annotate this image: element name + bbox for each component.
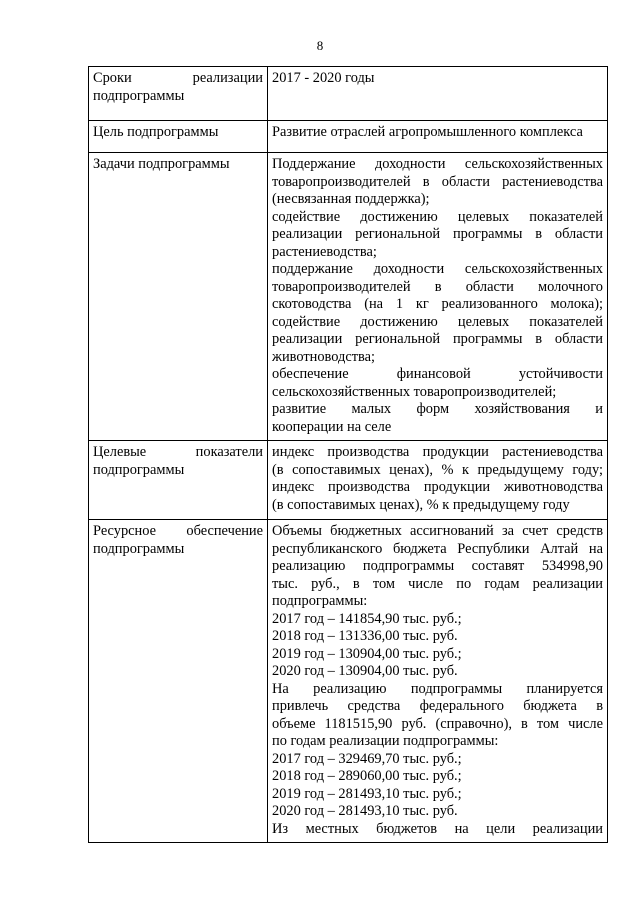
subprogram-passport-table bbox=[88, 66, 608, 843]
value-line: по годам реализации подпрограммы: bbox=[272, 733, 499, 749]
value-line: кооперации на селе bbox=[272, 418, 392, 435]
table-row-resources bbox=[89, 520, 608, 843]
value-line: реализации региональной программы в области bbox=[272, 331, 603, 347]
value-line: 2018 год – 289060,00 тыс. руб.; bbox=[272, 768, 462, 784]
value-cell-tasks bbox=[268, 153, 608, 441]
value-line: (в сопоставимых ценах), % к предыдущему году bbox=[272, 496, 570, 513]
value-line: 2020 год – 130904,00 тыс. руб. bbox=[272, 663, 458, 679]
label-text: Сроки реализации bbox=[93, 70, 263, 86]
value-line: содействие достижению целевых показателей bbox=[272, 313, 603, 330]
label-cell-timing bbox=[89, 67, 268, 121]
value-line: сельскохозяйственных товаропроизводителей; bbox=[272, 383, 557, 400]
value-line: скотоводства (на 1 кг реализованного молока); bbox=[272, 296, 603, 312]
value-cell-indicators bbox=[268, 441, 608, 520]
value-line: тыс. руб., в том числе по годам реализации bbox=[272, 575, 603, 592]
value-line: На реализацию подпрограммы планируется bbox=[272, 680, 603, 697]
value-line: 2017 год – 329469,70 тыс. руб.; bbox=[272, 750, 462, 767]
value-line: привлечь средства федерального бюджета в bbox=[272, 698, 603, 714]
value-line: 2020 год – 281493,10 тыс. руб. bbox=[272, 803, 458, 819]
label-text: Целевые показатели bbox=[93, 444, 263, 460]
value-line: республиканского бюджета Республики Алтай на bbox=[272, 540, 603, 557]
label-text: подпрограммы bbox=[93, 461, 185, 478]
value-line: 2019 год – 281493,10 тыс. руб.; bbox=[272, 785, 462, 802]
label-text: Задачи подпрограммы bbox=[93, 156, 230, 172]
value-line: реализацию подпрограммы составят 534998,90 bbox=[272, 558, 603, 574]
label-cell-resources bbox=[89, 520, 268, 843]
label-cell-indicators bbox=[89, 441, 268, 520]
value-cell-resources bbox=[268, 520, 608, 843]
label-text: Ресурсное обеспечение bbox=[93, 523, 263, 539]
page-number: 8 bbox=[316, 38, 324, 53]
label-text: Цель подпрограммы bbox=[93, 124, 219, 140]
value-line: реализации региональной программы в области bbox=[272, 226, 603, 242]
value-line: индекс производства продукции растениеводства bbox=[272, 444, 603, 460]
value-line: объеме 1181515,90 руб. (справочно), в том числе bbox=[272, 715, 603, 732]
value-line: Из местных бюджетов на цели реализации bbox=[272, 820, 603, 837]
label-text: подпрограммы bbox=[93, 87, 185, 104]
value-line: содействие достижению целевых показателей bbox=[272, 208, 603, 225]
value-line: товаропроизводителей в области молочного bbox=[272, 278, 603, 295]
label-cell-goal bbox=[89, 121, 268, 153]
table-row-timing bbox=[89, 67, 608, 121]
value-line: (в сопоставимых ценах), % к предыдущему году; bbox=[272, 461, 603, 478]
value-cell-timing bbox=[268, 67, 608, 121]
label-text: подпрограммы bbox=[93, 540, 185, 557]
value-line: (несвязанная поддержка); bbox=[272, 191, 430, 207]
value-line: Поддержание доходности сельскохозяйственных bbox=[272, 156, 603, 172]
value-line: поддержание доходности сельскохозяйственных bbox=[272, 261, 603, 277]
value-text: 2017 - 2020 годы bbox=[272, 70, 375, 86]
value-line: индекс производства продукции животноводства bbox=[272, 479, 603, 495]
value-cell-goal bbox=[268, 121, 608, 153]
value-line: 2019 год – 130904,00 тыс. руб.; bbox=[272, 645, 462, 662]
value-line: животноводства; bbox=[272, 348, 375, 365]
label-cell-tasks bbox=[89, 153, 268, 441]
table-row-tasks bbox=[89, 153, 608, 441]
value-line: 2017 год – 141854,90 тыс. руб.; bbox=[272, 610, 462, 627]
value-line: Объемы бюджетных ассигнований за счет средств bbox=[272, 523, 603, 539]
value-line: подпрограммы: bbox=[272, 593, 368, 609]
value-line: обеспечение финансовой устойчивости bbox=[272, 366, 603, 382]
value-line: растениеводства; bbox=[272, 243, 377, 260]
value-line: товаропроизводителей в области растениеводства bbox=[272, 173, 603, 190]
value-text: Развитие отраслей агропромышленного комплекса bbox=[272, 124, 583, 140]
value-line: 2018 год – 131336,00 тыс. руб. bbox=[272, 628, 458, 644]
table-row-goal bbox=[89, 121, 608, 153]
table-row-indicators bbox=[89, 441, 608, 520]
value-line: развитие малых форм хозяйствования и bbox=[272, 401, 603, 417]
